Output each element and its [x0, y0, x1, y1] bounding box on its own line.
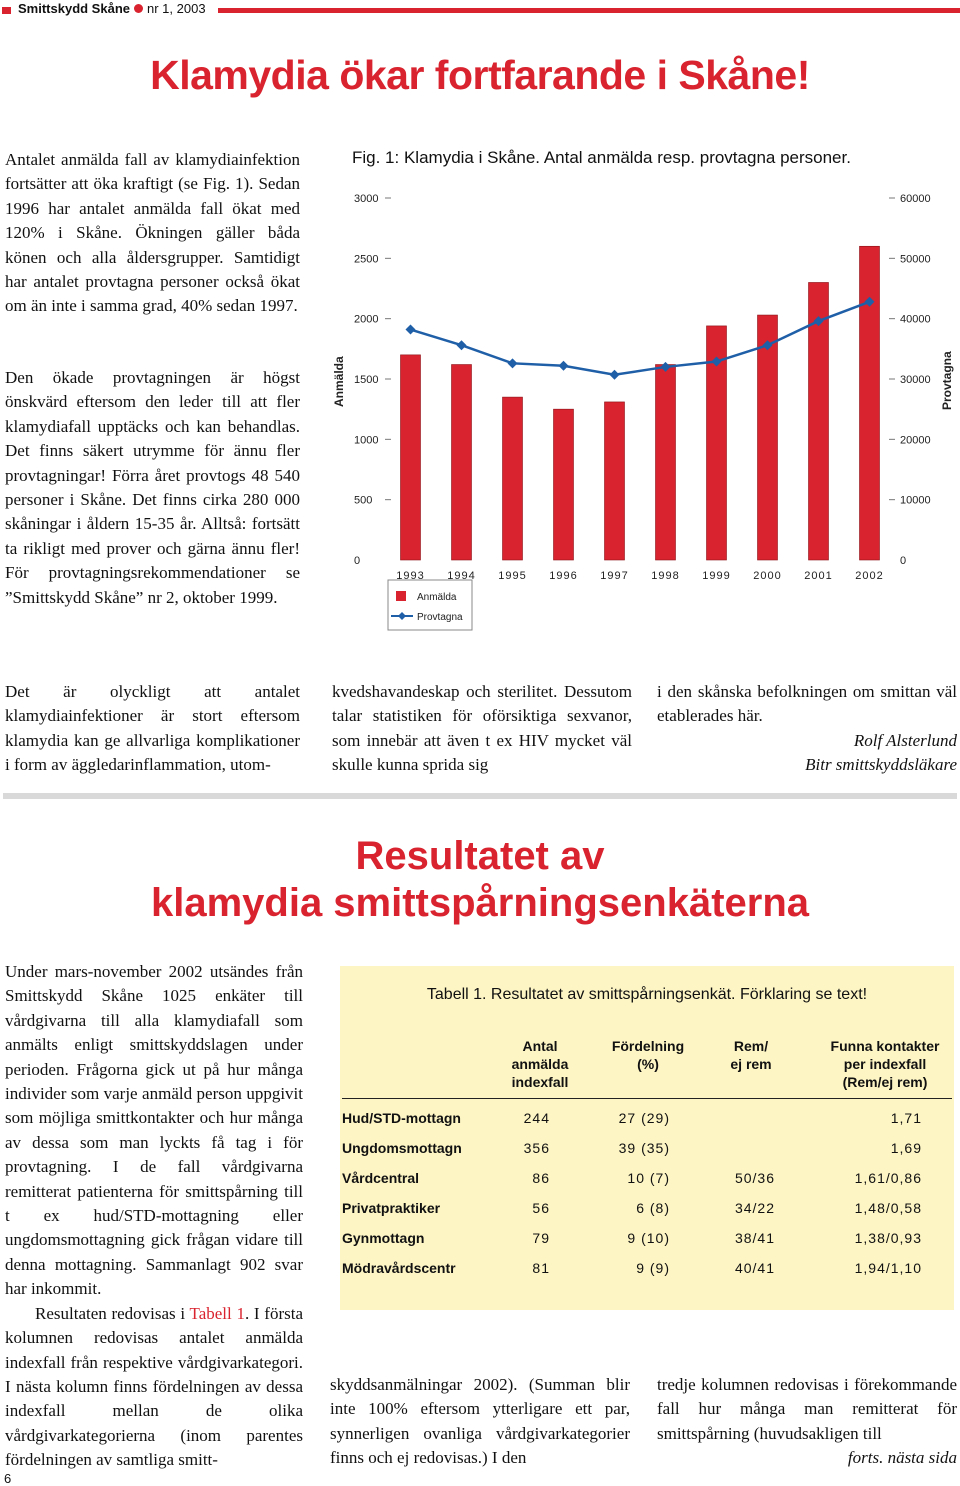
right-tick-label: 60000: [900, 193, 931, 205]
right-tick-label: 30000: [900, 374, 931, 386]
col-header-rem: Rem/ ej rem: [730, 1038, 772, 1072]
table-row: Ungdomsmottagn 356 39 (35) 1,69: [342, 1140, 922, 1156]
legend-anmalda: Anmälda: [417, 592, 457, 603]
legend-diamond-icon: [398, 612, 406, 620]
table-reference-link[interactable]: Tabell 1: [189, 1303, 245, 1323]
article2-col-2: skyddsanmälningar 2002). (Summan blir inte 100% eftersom ytterligare ett par, synnerligen ovanliga vårdgivarkategorier finns och ej redovisas.) I den: [330, 1375, 630, 1468]
publication-name: Smittskydd Skåne: [18, 1, 130, 16]
point-1994: [457, 340, 467, 350]
bar-1997: [605, 402, 625, 560]
col-header-fordelning: Fördelning (%): [611, 1038, 685, 1072]
y-axis-label: Anmälda: [332, 356, 346, 407]
bar-1998: [656, 365, 676, 560]
klamydia-chart: [330, 185, 960, 645]
point-1993: [406, 325, 416, 335]
article-paragraph-2: Den ökade provtagningen är högst önskvärd eftersom den leder till att fler klamydiafall upptäcks och kan behandlas. Det finns säkert utrymme för ännu fler provtagningar! Förra året provtogs 48 540 personer i Skåne. Det finns cirka 280 000 skåningar i åldern 15-35 år. Alltså: fortsätt ta rikligt med prover och gärna ännu fler! För provtagningsrekommendationer se ”Smittskydd Skåne” nr 2, oktober 1999.: [5, 368, 300, 607]
article2-col-1: Under mars-november 2002 utsändes från Smittskydd Skåne 1025 enkäter till vårdgivarna till alla klamydiafall som anmälts enligt smittskyddslagen under perioden. Frågorna gick ut på hur många individer som varje anmäld person uppgivit som möjliga smittkontakter och hur många av dessa som man lyckts få tag i för provtagning. I de fall vårdgivarna remitterat patienterna för smittspårning till t ex hud/STD-mottagning eller ungdomsmottagning gick frågan vidare till denna mottagning. Sammanlagt 902 svar har inkommit. Resultaten redovisas i Tabell 1. I första kolumnen redovisas antalet anmälda indexfall från respektive vårdgivarkategori. I nästa kolumn finns fördelningen av dessa indexfall mellan de olika vårdgivarkategorierna (inom parentes fördelningen av samtliga smitt-: [5, 962, 304, 1470]
table-header-rule: [342, 1098, 952, 1099]
point-1996: [559, 361, 569, 371]
right-tick-label: 50000: [900, 253, 931, 266]
header-publication: [18, 1, 206, 16]
left-tick-label: 0: [354, 555, 361, 567]
figure-title: Fig. 1: Klamydia i Skåne. Antal anmälda resp. provtagna personer.: [352, 148, 851, 167]
author-name: Rolf Alsterlund: [853, 730, 957, 750]
article-title: Klamydia ökar fortfarande i Skåne!: [150, 52, 810, 98]
page-number: 6: [4, 1471, 12, 1486]
x-tick-label: 1995: [498, 570, 527, 582]
bar-1994: [452, 365, 472, 560]
section-divider: [3, 793, 957, 799]
article-bottom-col-3: i den skånska befolkningen om smittan väl etablerades här. Rolf Alsterlund Bitr smittskyddsläkare: [657, 680, 957, 778]
left-tick-label: 1000: [354, 434, 379, 447]
header-red-square: [2, 7, 11, 14]
article2-title-line2: klamydia smittspårningsenkäterna: [150, 881, 810, 925]
x-tick-label: 2000: [753, 570, 782, 582]
bar-2000: [758, 315, 778, 560]
chart-line: [406, 297, 875, 380]
article2-col-3: tredje kolumnen redovisas i förekommande fall hur många man remitterat för smittspårning (huvudsakligen till forts. nästa sida: [657, 1373, 957, 1471]
x-tick-label: 1994: [447, 570, 476, 582]
chart-bars: [401, 246, 880, 560]
left-tick-label: 500: [354, 494, 373, 507]
point-1997: [610, 370, 620, 380]
provtagna-line: [411, 302, 870, 375]
continued-note: forts. nästa sida: [847, 1448, 957, 1468]
header-red-rule: [218, 8, 960, 13]
table-row: Vårdcentral 86 10 (7) 50/36 1,61/0,86: [342, 1170, 922, 1186]
chart-legend: [388, 580, 472, 630]
article-bottom-col-2: kvedshavandeskap och sterilitet. Dessutom talar statistiken för oförsiktiga sexvanor, som innebär att även t ex HIV mycket väl skulle kunna sprida sig: [332, 682, 632, 775]
point-1995: [508, 358, 518, 368]
x-tick-label: 1998: [651, 570, 680, 582]
legend-provtagna: Provtagna: [417, 612, 463, 623]
col-header-antal: Antal anmälda indexfall: [511, 1038, 569, 1090]
bar-2002: [860, 246, 880, 560]
issue-number: nr 1, 2003: [147, 1, 206, 16]
x-tick-label: 1996: [549, 570, 578, 582]
left-tick-label: 3000: [354, 193, 379, 205]
left-tick-label: 2000: [354, 313, 379, 326]
article-intro: Antalet anmälda fall av klamydiainfektion fortsätter att öka kraftigt (se Fig. 1). Sedan 1996 har antalet anmälda fall ökat med 120% i Skåne. Ökningen gäller båda könen och alla åldersgrupper. Samtidigt har antalet provtagna personer också ökat om än inte i samma grad, 40% sedan 1997.: [5, 150, 300, 316]
article-bottom-col-1: Det är olyckligt att antalet klamydiainfektioner är stort eftersom klamydia kan ge allvarliga komplikationer i form av äggledarinflammation, utom-: [5, 682, 300, 775]
x-tick-label: 1999: [702, 570, 731, 582]
right-tick-label: 40000: [900, 313, 931, 326]
x-tick-label: 1993: [396, 570, 425, 582]
table-row: Hud/STD-mottagn 244 27 (29) 1,71: [342, 1110, 922, 1126]
right-tick-label: 10000: [900, 494, 931, 507]
right-tick-label: 0: [900, 555, 907, 567]
table-row: Privatpraktiker 56 6 (8) 34/22 1,48/0,58: [342, 1200, 922, 1216]
left-tick-label: 1500: [354, 374, 379, 386]
article2-title-line1: Resultatet av: [355, 834, 605, 878]
bar-1996: [554, 409, 574, 560]
results-table: [340, 966, 954, 1310]
col-header-funna: Funna kontakter per indexfall (Rem/ej rem): [830, 1038, 940, 1090]
table-row: Gynmottagn 79 9 (10) 38/41 1,38/0,93: [342, 1230, 922, 1246]
header-dot-icon: [134, 4, 143, 13]
right-tick-label: 20000: [900, 434, 931, 447]
x-tick-label: 2001: [804, 570, 833, 582]
bar-1993: [401, 355, 421, 560]
left-tick-label: 2500: [354, 253, 379, 266]
y2-axis-label: Provtagna: [940, 351, 954, 410]
table-row: Mödravårdscentr 81 9 (9) 40/41 1,94/1,10: [342, 1260, 922, 1276]
bar-1995: [503, 397, 523, 560]
x-tick-label: 1997: [600, 570, 629, 582]
x-tick-label: 2002: [855, 570, 884, 582]
legend-bar-swatch: [396, 591, 406, 601]
table-caption: Tabell 1. Resultatet av smittspårningsenkät. Förklaring se text!: [426, 986, 868, 1003]
author-title: Bitr smittskyddsläkare: [805, 755, 957, 775]
